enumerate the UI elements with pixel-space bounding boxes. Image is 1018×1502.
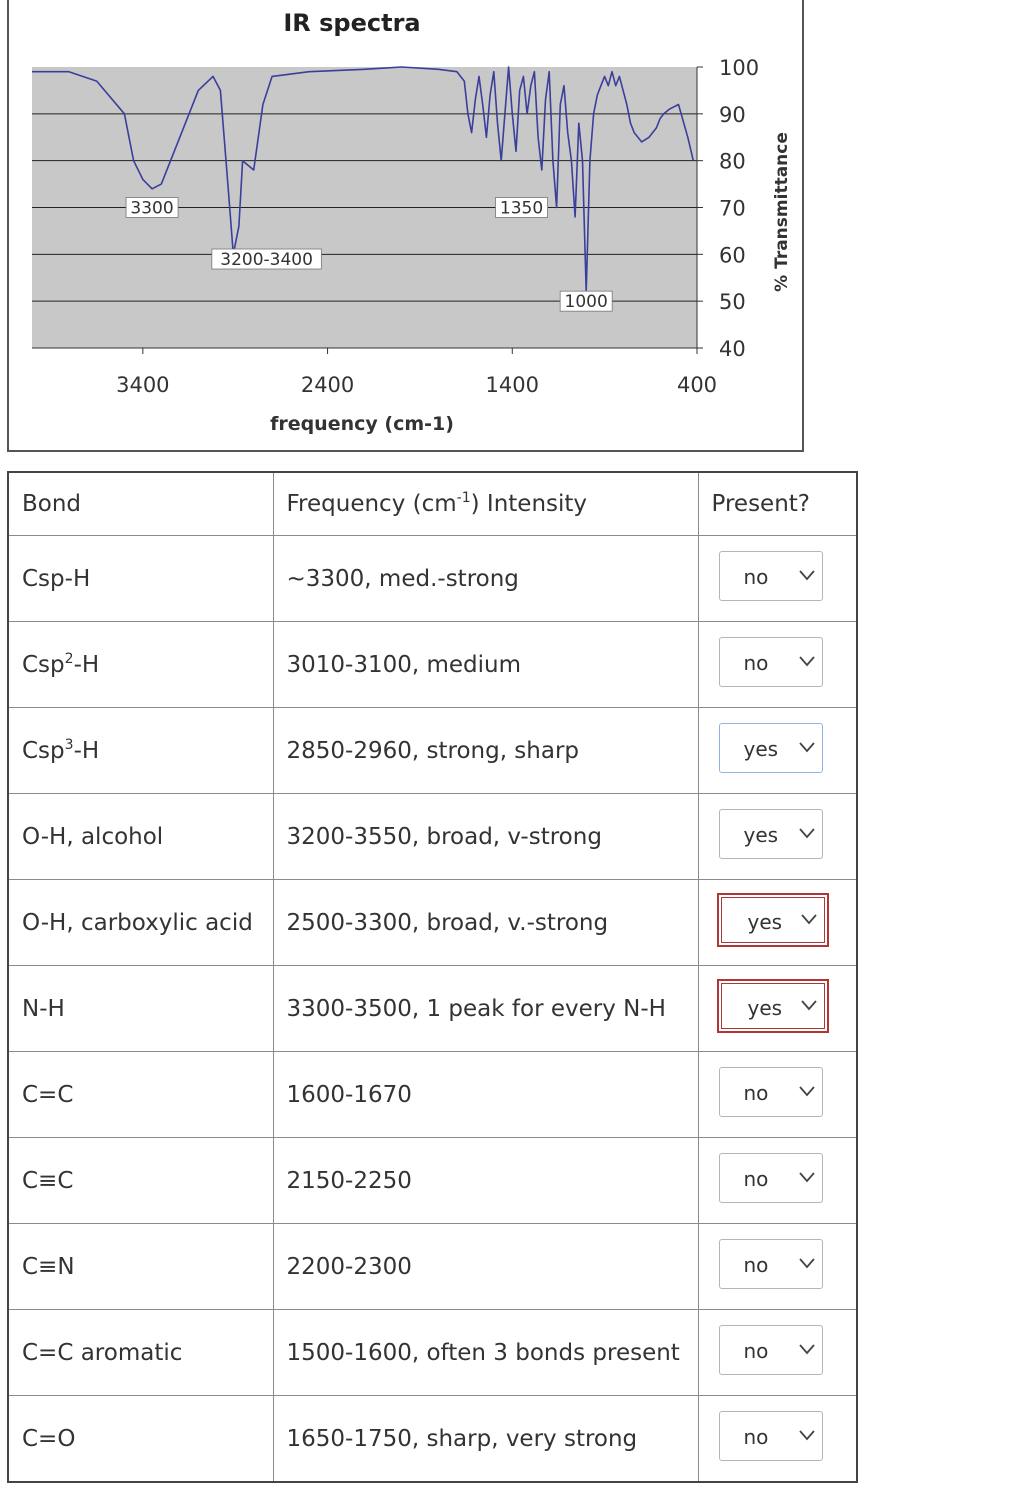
table-header-row: [8, 472, 857, 536]
bond-name: Csp: [22, 651, 65, 678]
table-row: [8, 1224, 857, 1310]
bond-name: Csp: [22, 737, 65, 764]
present-select-wrapper: [719, 637, 823, 687]
y-tick-label: 60: [719, 243, 746, 268]
present-cell: [698, 536, 857, 622]
present-select-value: no: [743, 1166, 769, 1191]
chevron-down-icon: [798, 569, 816, 581]
bond-name: N-H: [22, 995, 65, 1022]
bond-name: C=C: [22, 1081, 74, 1108]
ir-spectrum-svg: [9, 0, 806, 452]
present-select[interactable]: [719, 1239, 823, 1289]
bond-name: C=O: [22, 1425, 76, 1452]
present-select[interactable]: [721, 983, 825, 1029]
y-tick-label: 80: [719, 149, 746, 174]
annotation-label: 1350: [499, 198, 544, 219]
bond-frequency-table: [7, 471, 858, 1483]
y-tick-label: 50: [719, 290, 746, 315]
x-tick-label: 3400: [116, 373, 170, 397]
frequency-cell: 2850-2960, strong, sharp: [273, 708, 698, 794]
frequency-cell: 3010-3100, medium: [273, 622, 698, 708]
present-select-wrapper: [719, 1411, 823, 1461]
x-tick-label: 400: [676, 373, 718, 397]
present-select-value: yes: [743, 822, 779, 847]
present-select-value: no: [743, 564, 769, 589]
chevron-down-icon: [798, 741, 816, 753]
present-select-wrapper: [719, 1239, 823, 1289]
present-cell: [698, 1224, 857, 1310]
bond-cell: [8, 1310, 273, 1396]
table-row: [8, 794, 857, 880]
present-select-value: no: [743, 1080, 769, 1105]
present-select-value: no: [743, 1424, 769, 1449]
present-select-wrapper: [719, 1067, 823, 1117]
present-cell: [698, 966, 857, 1052]
present-select-value: no: [743, 1252, 769, 1277]
bond-cell: [8, 1224, 273, 1310]
frequency-cell: 2500-3300, broad, v.-strong: [273, 880, 698, 966]
frequency-cell: 1500-1600, often 3 bonds present: [273, 1310, 698, 1396]
present-select[interactable]: [719, 723, 823, 773]
table-row: [8, 536, 857, 622]
bond-name: Csp-H: [22, 565, 91, 592]
header-intensity-text: ) Intensity: [470, 491, 588, 517]
present-select[interactable]: [719, 551, 823, 601]
bond-name-suffix: -H: [73, 737, 100, 764]
table-row: [8, 1396, 857, 1483]
table-row: [8, 622, 857, 708]
chevron-down-icon: [798, 655, 816, 667]
present-select[interactable]: [719, 637, 823, 687]
header-frequency-text: Frequency (cm: [286, 491, 457, 517]
x-tick-label: 1400: [485, 373, 540, 397]
frequency-cell: 2200-2300: [273, 1224, 698, 1310]
frequency-cell: 3300-3500, 1 peak for every N-H: [273, 966, 698, 1052]
y-tick-label: 40: [719, 337, 746, 361]
chevron-down-icon: [798, 1171, 816, 1183]
bond-cell: [8, 1052, 273, 1138]
present-select-wrapper: [717, 893, 829, 947]
table-row: [8, 880, 857, 966]
present-select-value: yes: [743, 736, 779, 761]
present-select-value: no: [743, 1338, 769, 1363]
present-select-value: yes: [747, 909, 783, 934]
bond-cell: [8, 1396, 273, 1483]
y-axis-label: % Transmittance: [772, 132, 792, 292]
ir-spectrum-chart: [7, 0, 804, 452]
x-tick-label: 2400: [300, 373, 355, 397]
present-cell: [698, 880, 857, 966]
present-cell: [698, 794, 857, 880]
present-select-wrapper: [719, 551, 823, 601]
chevron-down-icon: [798, 827, 816, 839]
bond-cell: [8, 536, 273, 622]
chevron-down-icon: [798, 1085, 816, 1097]
present-select[interactable]: [719, 1411, 823, 1461]
present-cell: [698, 1396, 857, 1483]
present-select[interactable]: [719, 1067, 823, 1117]
present-cell: [698, 1052, 857, 1138]
bond-name: C≡N: [22, 1253, 75, 1280]
frequency-cell: 2150-2250: [273, 1138, 698, 1224]
bond-hybridization-sup: 2: [64, 650, 74, 667]
bond-name: O-H, alcohol: [22, 823, 164, 850]
present-select-wrapper: [719, 1153, 823, 1203]
chevron-down-icon: [800, 913, 818, 925]
y-tick-label: 100: [719, 56, 760, 80]
frequency-cell: ~3300, med.-strong: [273, 536, 698, 622]
present-select-value: no: [743, 650, 769, 675]
present-select-wrapper: [719, 809, 823, 859]
bond-cell: [8, 708, 273, 794]
present-select-value: yes: [747, 995, 783, 1020]
chevron-down-icon: [800, 999, 818, 1011]
frequency-cell: 1600-1670: [273, 1052, 698, 1138]
bond-cell: [8, 880, 273, 966]
present-select-wrapper: [719, 723, 823, 773]
header-bond: Bond: [8, 472, 273, 536]
annotation-label: 3200-3400: [220, 250, 313, 271]
header-frequency-intensity: [273, 472, 698, 536]
table-row: [8, 966, 857, 1052]
y-tick-label: 90: [719, 102, 746, 127]
bond-cell: [8, 622, 273, 708]
annotation-label: 1000: [564, 292, 608, 313]
chart-title: IR spectra: [283, 9, 421, 37]
bond-hybridization-sup: 3: [64, 736, 74, 753]
table-row: [8, 1052, 857, 1138]
chevron-down-icon: [798, 1343, 816, 1355]
present-select-wrapper: [719, 1325, 823, 1375]
y-tick-label: 70: [719, 196, 746, 221]
present-cell: [698, 1310, 857, 1396]
present-select[interactable]: [719, 809, 823, 859]
bond-name: C≡C: [22, 1167, 74, 1194]
chevron-down-icon: [798, 1429, 816, 1441]
table-row: [8, 1310, 857, 1396]
annotation-label: 3300: [130, 198, 174, 219]
chevron-down-icon: [798, 1257, 816, 1269]
frequency-cell: 1650-1750, sharp, very strong: [273, 1396, 698, 1483]
present-select[interactable]: [719, 1325, 823, 1375]
bond-name-suffix: -H: [73, 651, 100, 678]
bond-name: C=C aromatic: [22, 1339, 183, 1366]
header-frequency-sup: -1: [456, 490, 471, 506]
bond-name: O-H, carboxylic acid: [22, 909, 253, 936]
table-row: [8, 1138, 857, 1224]
x-axis-label: frequency (cm-1): [270, 413, 454, 435]
bond-cell: [8, 794, 273, 880]
present-cell: [698, 622, 857, 708]
header-present: Present?: [698, 472, 857, 536]
present-cell: [698, 708, 857, 794]
bond-cell: [8, 966, 273, 1052]
present-select-wrapper: [717, 979, 829, 1033]
present-select[interactable]: [719, 1153, 823, 1203]
present-select[interactable]: [721, 897, 825, 943]
frequency-cell: 3200-3550, broad, v-strong: [273, 794, 698, 880]
bond-cell: [8, 1138, 273, 1224]
present-cell: [698, 1138, 857, 1224]
table-row: [8, 708, 857, 794]
